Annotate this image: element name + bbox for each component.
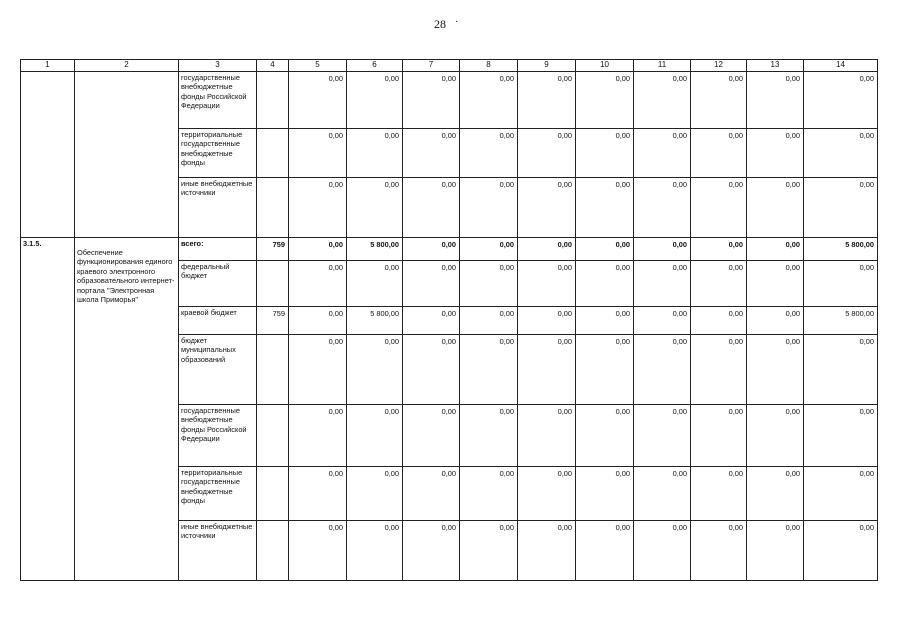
value-cell: 0,00 [691, 129, 747, 178]
column-number-cell: 5 [289, 60, 347, 72]
budget-code-cell [257, 521, 289, 581]
value-cell: 0,00 [747, 467, 804, 521]
value-cell: 0,00 [634, 72, 691, 129]
value-cell: 0,00 [804, 335, 878, 405]
value-cell: 0,00 [576, 307, 634, 335]
item-name-cell: Обеспечение функционирования единого краевого электронного образовательного интернет-портала "Электронная школа Приморья" [75, 238, 179, 581]
column-number-cell: 13 [747, 60, 804, 72]
budget-code-cell [257, 178, 289, 238]
page-mark: · [455, 17, 459, 28]
funding-source-cell: территориальные государственные внебюджетные фонды [179, 467, 257, 521]
value-cell: 0,00 [576, 238, 634, 261]
value-cell: 0,00 [804, 405, 878, 467]
value-cell: 0,00 [804, 129, 878, 178]
value-cell: 0,00 [460, 72, 518, 129]
value-cell: 0,00 [518, 521, 576, 581]
funding-source-cell: территориальные государственные внебюджетные фонды [179, 129, 257, 178]
value-cell: 0,00 [576, 178, 634, 238]
value-cell: 0,00 [634, 467, 691, 521]
value-cell: 0,00 [289, 521, 347, 581]
value-cell: 0,00 [691, 178, 747, 238]
value-cell: 0,00 [634, 238, 691, 261]
budget-code-cell [257, 405, 289, 467]
value-cell: 0,00 [403, 238, 460, 261]
budget-table [20, 59, 878, 581]
value-cell: 0,00 [518, 467, 576, 521]
page-number [0, 17, 880, 32]
page-number-text: 28 [434, 17, 446, 31]
value-cell: 0,00 [747, 129, 804, 178]
value-cell: 5 800,00 [347, 238, 403, 261]
value-cell: 0,00 [634, 521, 691, 581]
table-body [21, 72, 878, 581]
funding-source-cell: государственные внебюджетные фонды Российской Федерации [179, 405, 257, 467]
table-row [21, 72, 878, 129]
funding-source-cell: иные внебюджетные источники [179, 178, 257, 238]
column-number-cell: 9 [518, 60, 576, 72]
value-cell: 0,00 [347, 521, 403, 581]
value-cell: 0,00 [403, 307, 460, 335]
value-cell: 0,00 [518, 405, 576, 467]
value-cell: 0,00 [747, 521, 804, 581]
value-cell: 0,00 [289, 72, 347, 129]
value-cell: 0,00 [747, 307, 804, 335]
value-cell: 0,00 [347, 467, 403, 521]
funding-source-cell: всего: [179, 238, 257, 261]
value-cell: 0,00 [576, 129, 634, 178]
value-cell: 0,00 [576, 72, 634, 129]
value-cell: 0,00 [576, 261, 634, 307]
value-cell: 0,00 [576, 335, 634, 405]
column-number-cell: 1 [21, 60, 75, 72]
funding-source-cell: государственные внебюджетные фонды Российской Федерации [179, 72, 257, 129]
value-cell: 0,00 [403, 405, 460, 467]
budget-code-cell [257, 335, 289, 405]
value-cell: 0,00 [518, 238, 576, 261]
value-cell: 0,00 [289, 178, 347, 238]
value-cell: 0,00 [460, 129, 518, 178]
column-number-cell: 14 [804, 60, 878, 72]
value-cell: 0,00 [576, 467, 634, 521]
value-cell: 0,00 [347, 129, 403, 178]
value-cell: 0,00 [634, 307, 691, 335]
column-number-cell: 7 [403, 60, 460, 72]
value-cell: 0,00 [460, 521, 518, 581]
value-cell: 0,00 [403, 335, 460, 405]
value-cell: 0,00 [347, 335, 403, 405]
empty-name-cell [75, 72, 179, 238]
value-cell: 0,00 [576, 405, 634, 467]
value-cell: 0,00 [403, 129, 460, 178]
column-number-cell: 11 [634, 60, 691, 72]
value-cell: 0,00 [691, 307, 747, 335]
value-cell: 0,00 [347, 405, 403, 467]
value-cell: 0,00 [460, 178, 518, 238]
value-cell: 0,00 [634, 405, 691, 467]
value-cell: 0,00 [804, 521, 878, 581]
value-cell: 0,00 [634, 178, 691, 238]
value-cell: 0,00 [804, 178, 878, 238]
value-cell: 0,00 [747, 405, 804, 467]
budget-code-cell [257, 72, 289, 129]
value-cell: 0,00 [691, 335, 747, 405]
value-cell: 0,00 [804, 261, 878, 307]
value-cell: 0,00 [289, 405, 347, 467]
funding-source-cell: краевой бюджет [179, 307, 257, 335]
value-cell: 0,00 [289, 467, 347, 521]
column-number-row [21, 60, 878, 72]
budget-code-cell [257, 129, 289, 178]
budget-code-cell [257, 467, 289, 521]
funding-source-cell: федеральный бюджет [179, 261, 257, 307]
value-cell: 0,00 [804, 467, 878, 521]
value-cell: 0,00 [347, 178, 403, 238]
value-cell: 0,00 [518, 178, 576, 238]
column-number-cell: 12 [691, 60, 747, 72]
value-cell: 0,00 [518, 129, 576, 178]
value-cell: 0,00 [289, 335, 347, 405]
value-cell: 0,00 [747, 178, 804, 238]
value-cell: 0,00 [691, 405, 747, 467]
value-cell: 0,00 [460, 467, 518, 521]
value-cell: 0,00 [289, 238, 347, 261]
value-cell: 0,00 [634, 129, 691, 178]
column-number-cell: 8 [460, 60, 518, 72]
value-cell: 0,00 [403, 521, 460, 581]
budget-code-cell [257, 261, 289, 307]
value-cell: 0,00 [747, 72, 804, 129]
value-cell: 0,00 [460, 335, 518, 405]
table-row [21, 238, 878, 261]
value-cell: 0,00 [518, 72, 576, 129]
value-cell: 5 800,00 [804, 307, 878, 335]
value-cell: 0,00 [634, 261, 691, 307]
value-cell: 0,00 [347, 261, 403, 307]
value-cell: 0,00 [460, 307, 518, 335]
value-cell: 5 800,00 [804, 238, 878, 261]
value-cell: 0,00 [460, 405, 518, 467]
value-cell: 0,00 [460, 261, 518, 307]
value-cell: 0,00 [691, 238, 747, 261]
value-cell: 0,00 [634, 335, 691, 405]
value-cell: 0,00 [289, 307, 347, 335]
value-cell: 0,00 [289, 261, 347, 307]
column-number-cell: 2 [75, 60, 179, 72]
column-number-cell: 6 [347, 60, 403, 72]
value-cell: 5 800,00 [347, 307, 403, 335]
value-cell: 0,00 [747, 335, 804, 405]
value-cell: 0,00 [403, 261, 460, 307]
value-cell: 0,00 [403, 72, 460, 129]
value-cell: 0,00 [804, 72, 878, 129]
item-code-cell: 3.1.5. [21, 238, 75, 581]
value-cell: 0,00 [691, 521, 747, 581]
value-cell: 0,00 [747, 238, 804, 261]
value-cell: 0,00 [347, 72, 403, 129]
value-cell: 0,00 [460, 238, 518, 261]
funding-source-cell: бюджет муниципальных образований [179, 335, 257, 405]
budget-code-cell: 759 [257, 238, 289, 261]
value-cell: 0,00 [747, 261, 804, 307]
budget-code-cell: 759 [257, 307, 289, 335]
column-number-cell: 3 [179, 60, 257, 72]
column-number-cell: 10 [576, 60, 634, 72]
value-cell: 0,00 [691, 467, 747, 521]
value-cell: 0,00 [518, 335, 576, 405]
value-cell: 0,00 [403, 178, 460, 238]
table-header [21, 60, 878, 72]
funding-source-cell: иные внебюджетные источники [179, 521, 257, 581]
value-cell: 0,00 [691, 261, 747, 307]
value-cell: 0,00 [691, 72, 747, 129]
value-cell: 0,00 [518, 261, 576, 307]
empty-code-cell [21, 72, 75, 238]
value-cell: 0,00 [289, 129, 347, 178]
column-number-cell: 4 [257, 60, 289, 72]
value-cell: 0,00 [518, 307, 576, 335]
value-cell: 0,00 [403, 467, 460, 521]
value-cell: 0,00 [576, 521, 634, 581]
